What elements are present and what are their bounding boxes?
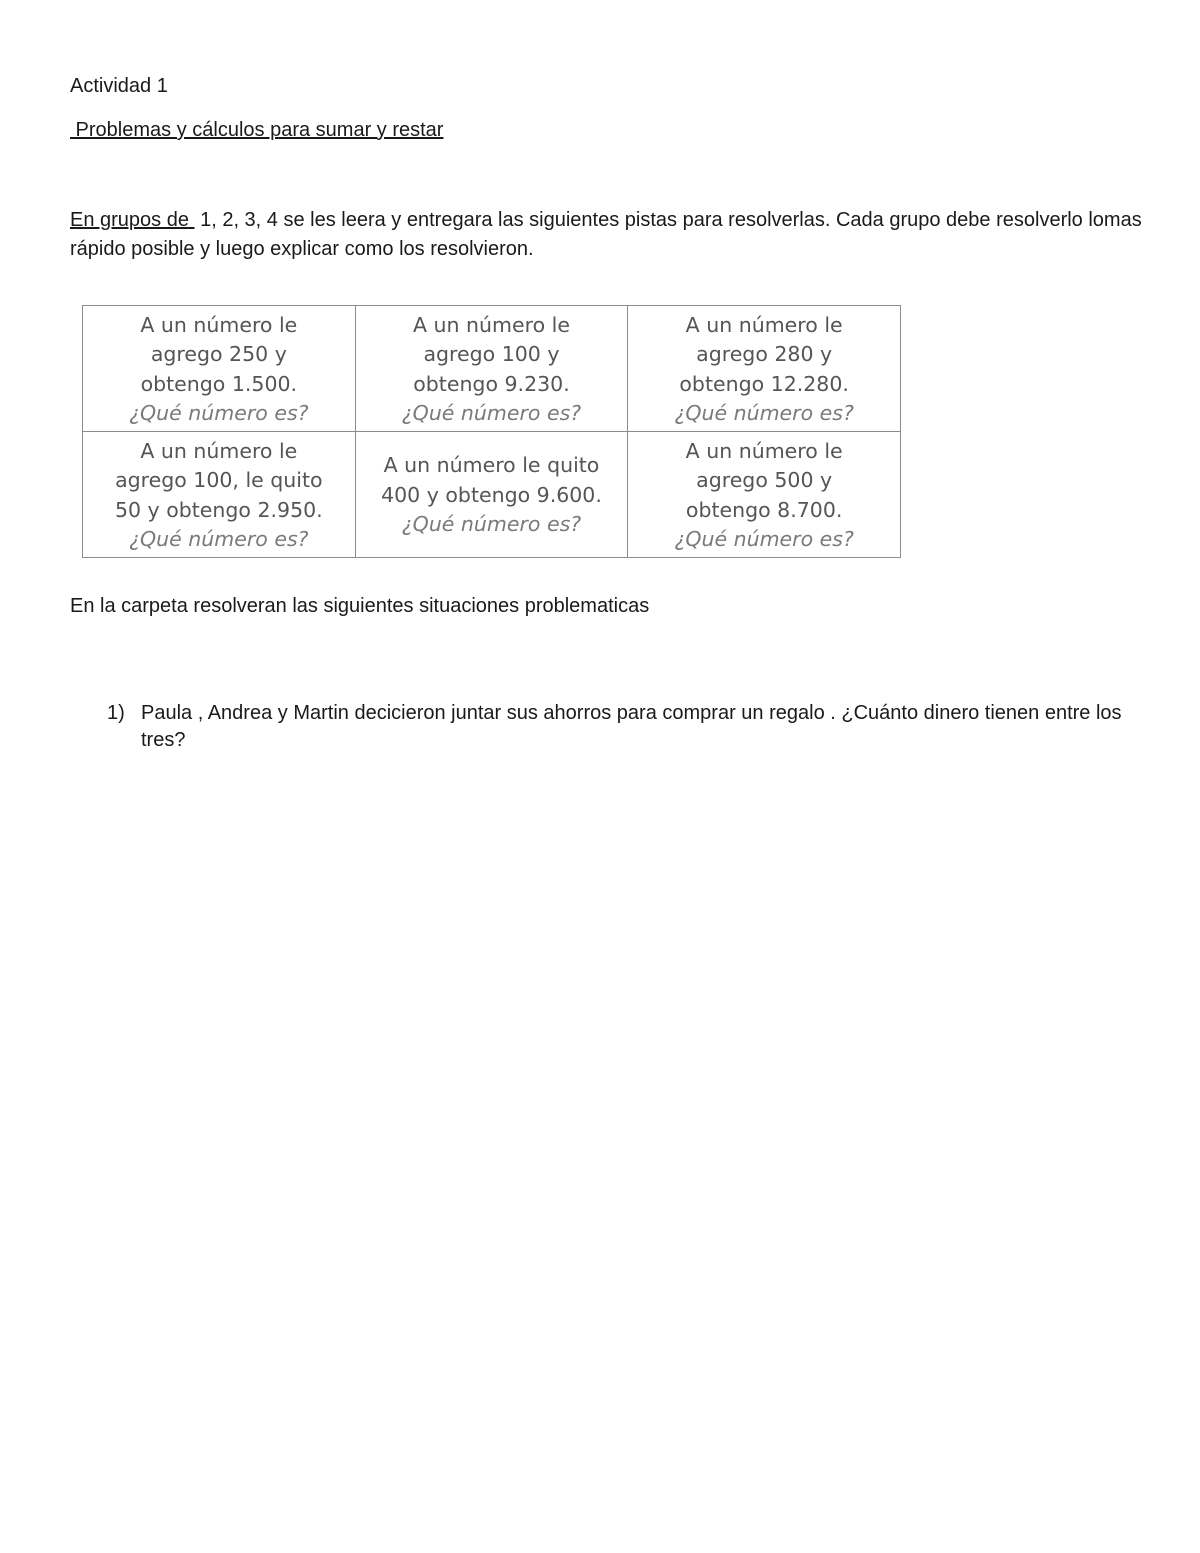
- problem-text: Paula , Andrea y Martin decicieron juntar sus ahorros para comprar un regalo . ¿Cuánto dinero tienen entre los tres?: [141, 702, 1122, 751]
- clue-question: ¿Qué número es?: [674, 527, 854, 551]
- clue-line: agrego 500 y: [696, 468, 833, 492]
- clue-question: ¿Qué número es?: [401, 401, 582, 425]
- carpeta-instruction: En la carpeta resolveran las siguientes situaciones problematicas: [70, 595, 650, 617]
- clue-line: A un número le: [140, 438, 298, 463]
- clue-question: ¿Qué número es?: [129, 401, 309, 425]
- clue-question: ¿Qué número es?: [401, 512, 582, 537]
- clue-line: A un número le quito: [383, 453, 600, 478]
- problem-number: 1): [107, 702, 125, 724]
- clue-line: obtengo 1.500.: [140, 371, 298, 396]
- clue-question: ¿Qué número es?: [674, 401, 854, 425]
- clue-line: agrego 100, le quito: [115, 468, 323, 492]
- clue-cell: [83, 432, 356, 558]
- clue-line: obtengo 9.230.: [413, 371, 570, 396]
- clue-line: 50 y obtengo 2.950.: [114, 497, 323, 522]
- clue-line: A un número le: [685, 312, 843, 337]
- clue-line: obtengo 8.700.: [685, 497, 843, 522]
- clue-cell: [83, 306, 356, 432]
- clue-line: A un número le: [685, 438, 843, 463]
- activity-subtitle: Problemas y cálculos para sumar y restar: [70, 119, 444, 141]
- clue-cell: [628, 306, 901, 432]
- problem-item: [107, 700, 1147, 754]
- clue-question: ¿Qué número es?: [129, 527, 309, 551]
- clue-cell: [355, 432, 628, 558]
- activity-title: Actividad 1: [70, 75, 168, 97]
- clues-row-2: [83, 432, 901, 558]
- clues-row-1: [83, 306, 901, 432]
- clues-table: [82, 305, 901, 558]
- clue-line: obtengo 12.280.: [679, 371, 849, 396]
- clue-line: A un número le: [413, 312, 570, 337]
- clue-line: A un número le: [140, 312, 298, 337]
- intro-underlined-text: En grupos de: [70, 209, 195, 231]
- clue-line: 400 y obtengo 9.600.: [381, 482, 602, 507]
- clue-line: agrego 280 y: [696, 342, 833, 366]
- clue-cell: [628, 432, 901, 558]
- clue-cell: [355, 306, 628, 432]
- clue-line: agrego 250 y: [150, 342, 287, 366]
- intro-paragraph: [70, 206, 1150, 264]
- clue-line: agrego 100 y: [423, 342, 560, 366]
- intro-text: 1, 2, 3, 4 se les leera y entregara las siguientes pistas para resolverlas. Cada grupo debe resolverlo lomas rápido posible y luego explicar como los resolvieron.: [70, 209, 1142, 260]
